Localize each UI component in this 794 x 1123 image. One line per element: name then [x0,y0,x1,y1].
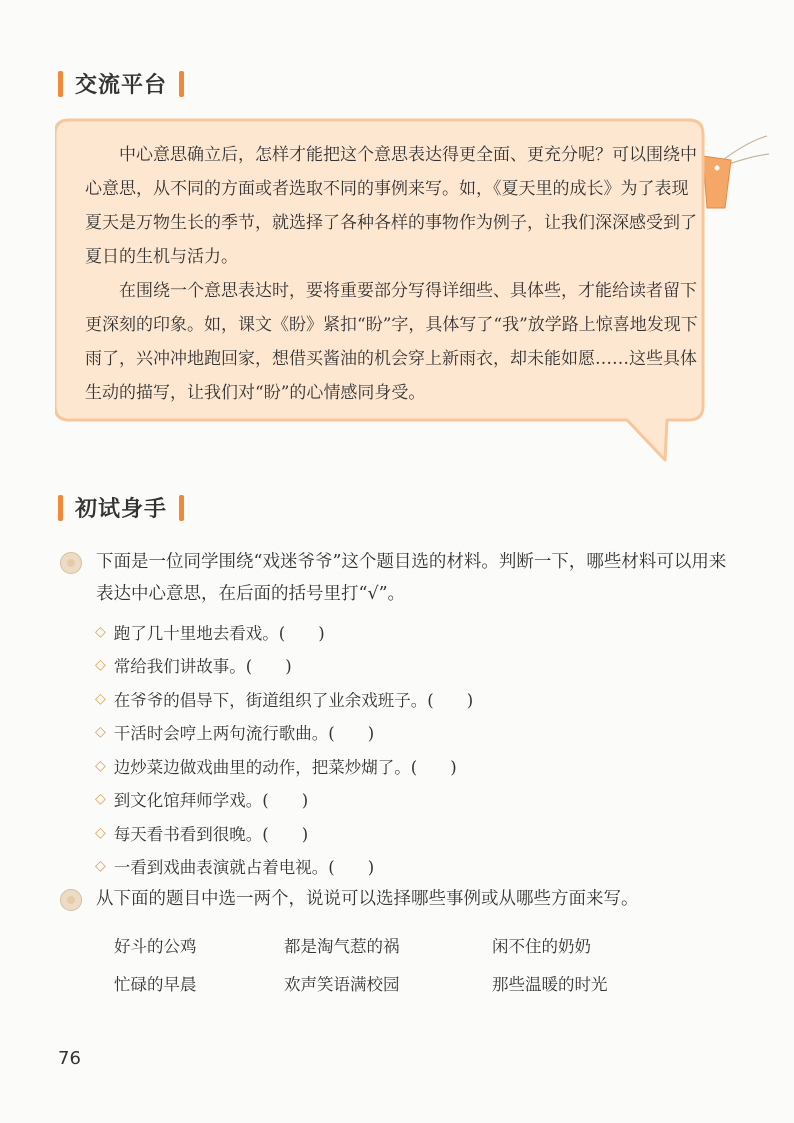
diamond-icon: ◇ [95,757,106,774]
item-text: 干活时会哼上两句流行歌曲。( ) [113,724,375,744]
list-item [95,682,473,716]
diamond-icon: ◇ [95,858,106,875]
topic: 那些温暖的时光 [492,975,608,994]
item-text: 到文化馆拜师学戏。( ) [113,791,309,811]
list-item [95,649,473,683]
diamond-icon: ◇ [95,724,106,741]
topic: 欢声笑语满校园 [284,975,400,994]
item-text: 跑了几十里地去看戏。( ) [113,623,325,643]
topic-row [114,964,674,1002]
heading-bar-right [179,495,184,521]
speech-bubble [55,116,775,466]
topic: 闲不住的奶奶 [492,937,591,956]
heading-bar-right [179,71,184,97]
list-item [95,716,473,750]
exercise-2-topics [114,926,674,1002]
list-item [95,749,473,783]
list-item [95,850,473,884]
list-item [95,816,473,850]
section-title: 交流平台 [75,73,168,98]
item-text: 边炒菜边做戏曲里的动作，把菜炒煳了。( ) [113,757,457,777]
exercise-1-items [95,615,473,883]
bubble-text [85,138,705,410]
topic: 都是淘气惹的祸 [284,937,400,956]
section-heading-exchange [58,68,184,99]
topic: 忙碌的早晨 [114,975,197,994]
heading-bar-left [58,71,63,97]
diamond-icon: ◇ [95,791,106,808]
exercise-1-prompt: 下面是一位同学围绕“戏迷爷爷”这个题目选的材料。判断一下，哪些材料可以用来表达中心意思，在后面的括号里打“√”。 [96,552,727,604]
item-text: 常给我们讲故事。( ) [113,657,292,677]
item-text: 在爷爷的倡导下，街道组织了业余戏班子。( ) [113,690,474,710]
heading-bar-left [58,495,63,521]
topic: 好斗的公鸡 [114,937,197,956]
exercise-2-prompt: 从下面的题目中选一两个，说说可以选择哪些事例或从哪些方面来写。 [96,889,639,909]
diamond-icon: ◇ [95,824,106,841]
item-text: 每天看书看到很晚。( ) [113,824,309,844]
paragraph-1: 中心意思确立后，怎样才能把这个意思表达得更全面、更充分呢？可以围绕中心意思，从不同的方面或者选取不同的事例来写。如，《夏天里的成长》为了表现夏天是万物生长的季节，就选择了各种各样的事物作为例子，让我们深深感受到了夏日的生机与活力。 [85,145,697,267]
page-number: 76 [58,1048,81,1069]
topic-row [114,926,674,964]
paragraph-2: 在围绕一个意思表达时，要将重要部分写得详细些、具体些，才能给读者留下更深刻的印象。如，课文《盼》紧扣“盼”字，具体写了“我”放学路上惊喜地发现下雨了，兴冲冲地跑回家，想借买酱油的机会穿上新雨衣，却未能如愿……这些具体生动的描写，让我们对“盼”的心情感同身受。 [85,281,698,403]
diamond-icon: ◇ [95,623,106,640]
diamond-icon: ◇ [95,690,106,707]
list-item [95,783,473,817]
section-title: 初试身手 [75,497,168,522]
diamond-icon: ◇ [95,657,106,674]
item-text: 一看到戏曲表演就占着电视。( ) [113,858,375,878]
bullet-icon [60,552,82,574]
section-heading-practice [58,492,184,523]
list-item [95,615,473,649]
bullet-icon [60,889,82,911]
